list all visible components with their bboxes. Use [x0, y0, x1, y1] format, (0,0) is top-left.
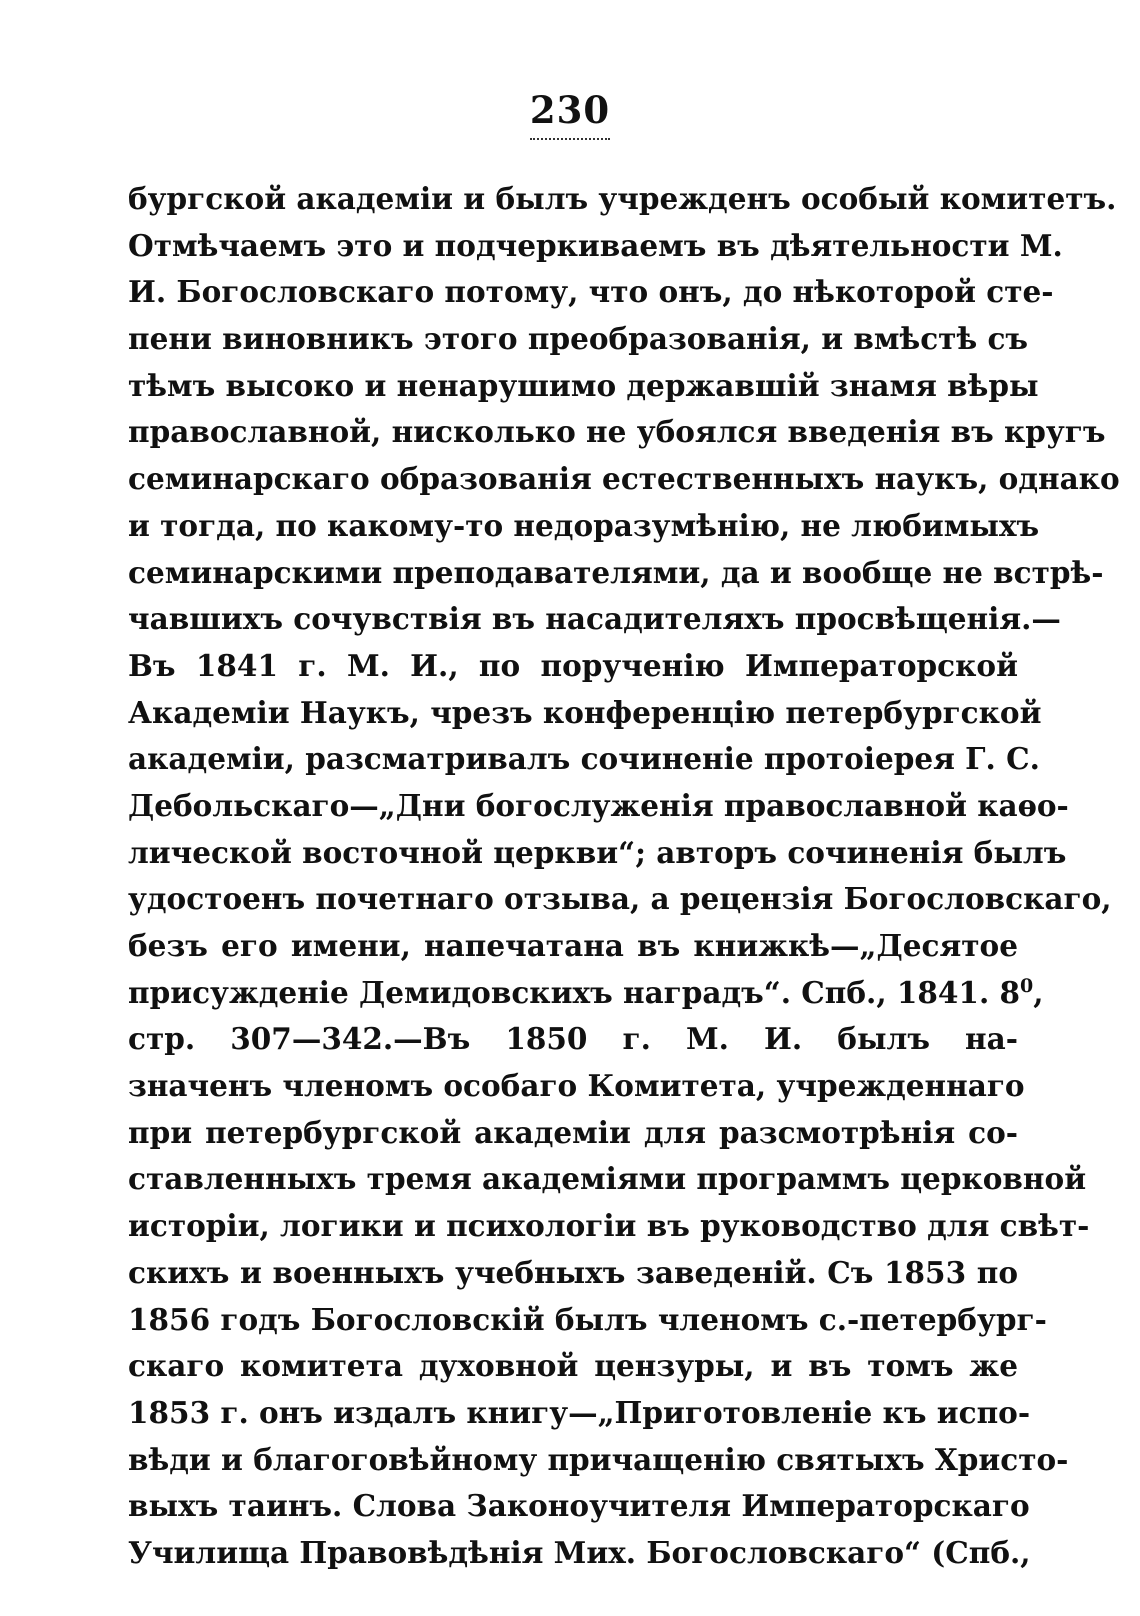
text-line: при петербургской академіи для разсмотрѣнія со- — [128, 1114, 1018, 1150]
text-line: удостоенъ почетнаго отзыва, а рецензія Богословскаго, — [128, 881, 1112, 917]
text-line: и тогда, по какому-то недоразумѣнію, не любимыхъ — [128, 507, 1040, 543]
text-line: лической восточной церкви“; авторъ сочиненія былъ — [128, 834, 1067, 870]
text-line: тѣмъ высоко и ненарушимо державшій знамя вѣры — [128, 367, 1039, 403]
text-line: Училища Правовѣдѣнія Мих. Богословскаго“ (Спб., — [128, 1534, 1031, 1570]
text-line: православной, нисколько не убоялся введенія въ кругъ — [128, 414, 1106, 450]
page-number-rule — [530, 138, 610, 140]
text-line: скихъ и военныхъ учебныхъ заведеній. Съ 1853 по — [128, 1254, 1018, 1290]
text-line: бургской академіи и былъ учрежденъ особый комитетъ. — [128, 181, 1117, 216]
text-line: академіи, разсматривалъ сочиненіе протоіерея Г. С. — [128, 741, 1040, 777]
text-line: вѣди и благоговѣйному причащенію святыхъ Христо- — [128, 1441, 1069, 1477]
text-line: ставленныхъ тремя академіями программъ церковной — [128, 1161, 1087, 1197]
text-line: Дебольскаго—„Дни богослуженія православной каѳо- — [128, 787, 1069, 823]
text-line: пени виновникъ этого преобразованія, и вмѣстѣ съ — [128, 321, 1029, 357]
text-line: Отмѣчаемъ это и подчеркиваемъ въ дѣятельности М. — [128, 227, 1063, 263]
text-line: Въ 1841 г. М. И., по порученію Императорской — [128, 647, 1018, 683]
text-line: Академіи Наукъ, чрезъ конференцію петербургской — [128, 694, 1042, 730]
text-line: выхъ таинъ. Слова Законоучителя Императорскаго — [128, 1488, 1030, 1524]
text-line: безъ его имени, напечатана въ книжкѣ—„Десятое — [128, 928, 1018, 963]
text-line: И. Богословскаго потому, что онъ, до нѣкоторой сте- — [128, 274, 1054, 310]
superscript: 0 — [1020, 974, 1034, 997]
text-line: семинарскаго образованія естественныхъ наукъ, однако — [128, 461, 1120, 497]
text-line-main: присужденіе Демидовскихъ наградъ“. Спб., 1841. 8 — [128, 974, 1021, 1010]
page-number: 230 — [529, 88, 611, 132]
text-line: исторіи, логики и психологіи въ руководство для свѣт- — [128, 1208, 1090, 1244]
text-line: семинарскими преподавателями, да и вообще не встрѣ- — [128, 554, 1104, 590]
text-line: стр. 307—342.—Въ 1850 г. М. И. былъ на- — [128, 1021, 1018, 1057]
text-line-tail: , — [1033, 974, 1044, 1010]
text-line: скаго комитета духовной цензуры, и въ томъ же — [128, 1348, 1018, 1384]
text-line-with-superscript — [128, 970, 1044, 1017]
text-line: 1853 г. онъ издалъ книгу—„Приготовленіе къ испо- — [128, 1394, 1031, 1430]
text-line: 1856 годъ Богословскій былъ членомъ с.-петербург- — [128, 1301, 1047, 1337]
text-line: чавшихъ сочувствія въ насадителяхъ просвѣщенія.— — [128, 601, 1061, 637]
body-text — [128, 176, 1120, 1577]
text-line: значенъ членомъ особаго Комитета, учрежденнаго — [128, 1068, 1025, 1104]
